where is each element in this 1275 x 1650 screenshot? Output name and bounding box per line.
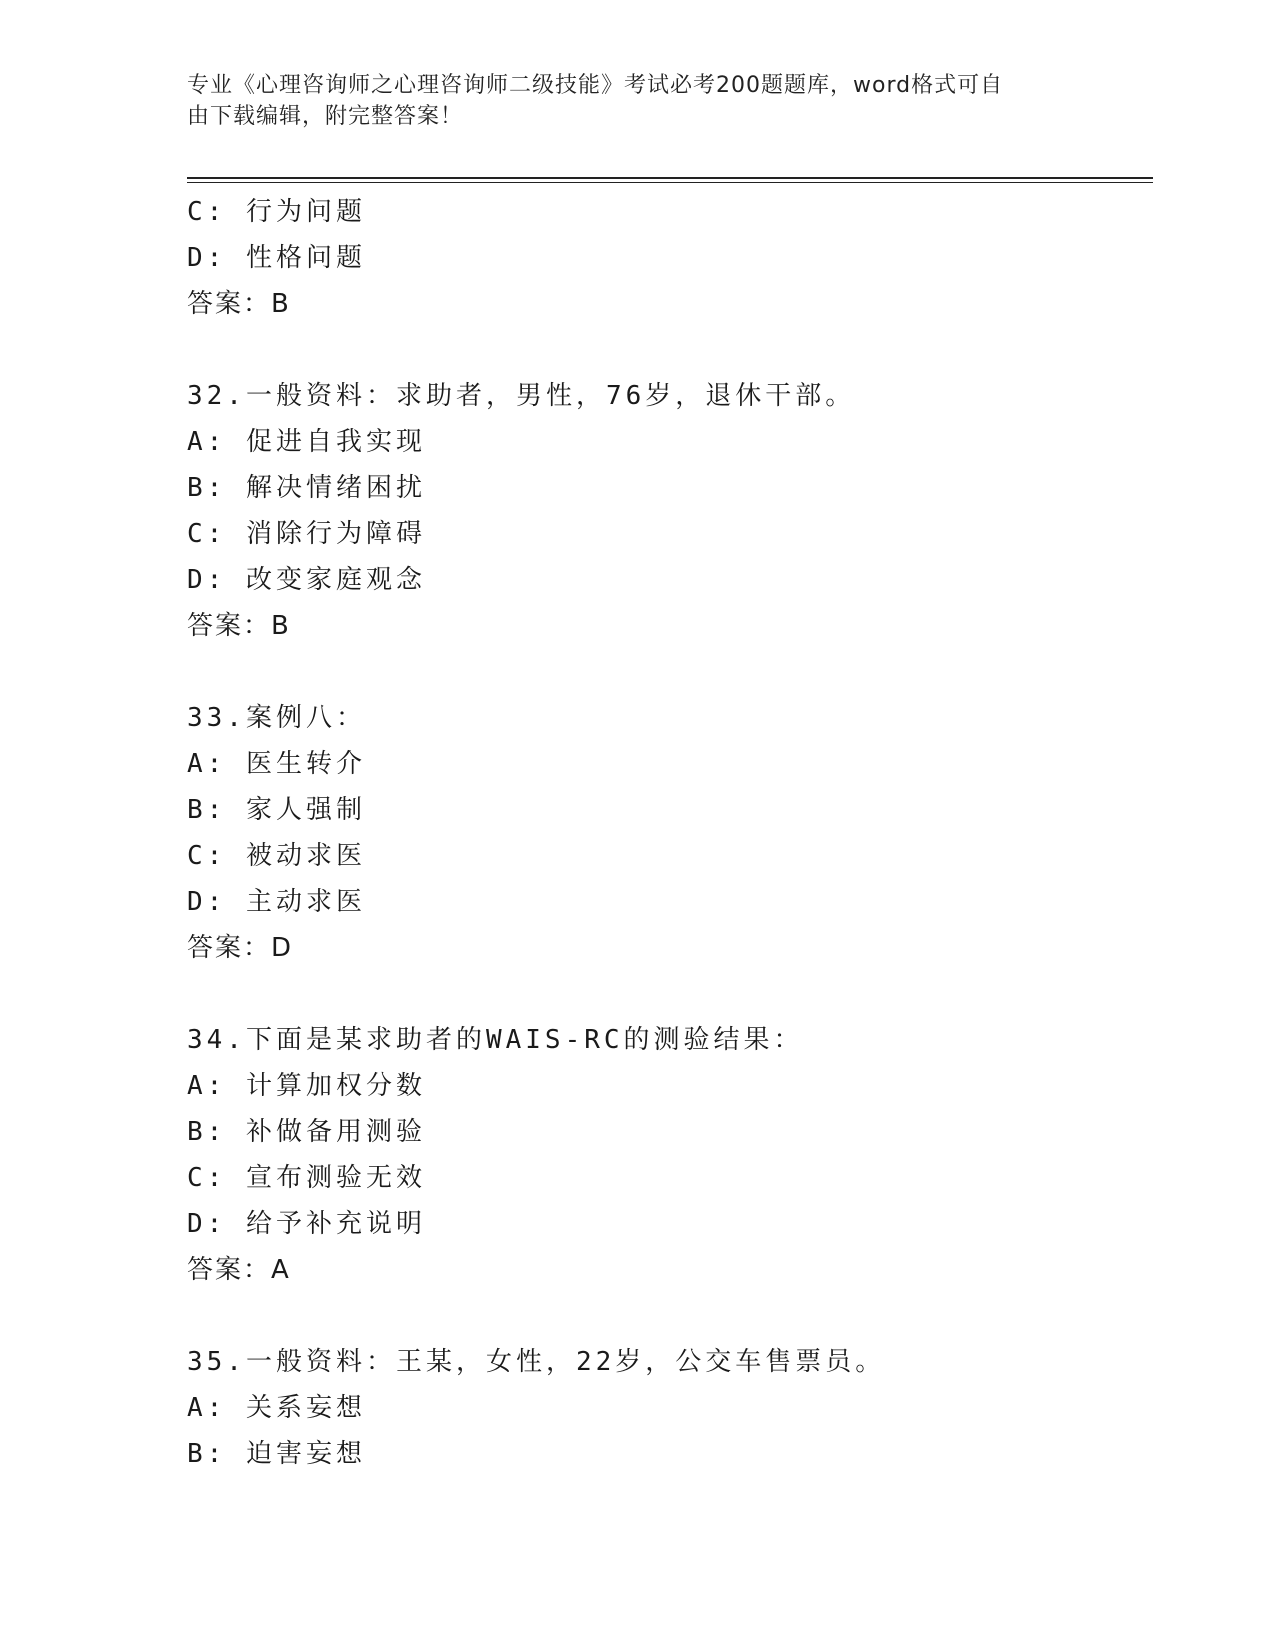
answer-line: 答案：A (187, 1255, 291, 1285)
answer-line: 答案：B (187, 289, 291, 319)
option-c: C: 宣布测验无效 (187, 1163, 426, 1193)
option-d: D: 性格问题 (187, 243, 366, 273)
question-block-33 (187, 695, 1147, 971)
question-block-35 (187, 1339, 1147, 1477)
question-stem: 33.案例八： (187, 703, 366, 733)
header-divider (187, 177, 1153, 179)
option-a: A: 促进自我实现 (187, 427, 426, 457)
spacer (187, 649, 1147, 695)
option-a: A: 计算加权分数 (187, 1071, 426, 1101)
answer-line: 答案：D (187, 933, 294, 963)
question-block-31 (187, 189, 1147, 327)
question-block-32 (187, 373, 1147, 649)
answer-line: 答案：B (187, 611, 291, 641)
spacer (187, 327, 1147, 373)
question-list (187, 189, 1147, 1477)
option-b: B: 解决情绪困扰 (187, 473, 426, 503)
question-stem: 35.一般资料：王某，女性，22岁，公交车售票员。 (187, 1347, 886, 1377)
question-stem: 32.一般资料：求助者，男性，76岁，退休干部。 (187, 381, 856, 411)
option-b: B: 迫害妄想 (187, 1439, 366, 1469)
page-header (187, 70, 1067, 132)
header-line-2: 由下载编辑，附完整答案！ (187, 104, 464, 129)
option-b: B: 补做备用测验 (187, 1117, 426, 1147)
option-d: D: 给予补充说明 (187, 1209, 426, 1239)
option-c: C: 被动求医 (187, 841, 366, 871)
option-a: A: 医生转介 (187, 749, 366, 779)
question-block-34 (187, 1017, 1147, 1293)
spacer (187, 1293, 1147, 1339)
spacer (187, 971, 1147, 1017)
header-line-1: 专业《心理咨询师之心理咨询师二级技能》考试必考200题题库，word格式可自 (187, 73, 1004, 98)
header-divider-thin (187, 182, 1153, 183)
option-c: C: 消除行为障碍 (187, 519, 426, 549)
option-d: D: 改变家庭观念 (187, 565, 426, 595)
option-d: D: 主动求医 (187, 887, 366, 917)
option-b: B: 家人强制 (187, 795, 366, 825)
question-stem: 34.下面是某求助者的WAIS-RC的测验结果： (187, 1025, 804, 1055)
option-c: C: 行为问题 (187, 197, 366, 227)
option-a: A: 关系妄想 (187, 1393, 366, 1423)
